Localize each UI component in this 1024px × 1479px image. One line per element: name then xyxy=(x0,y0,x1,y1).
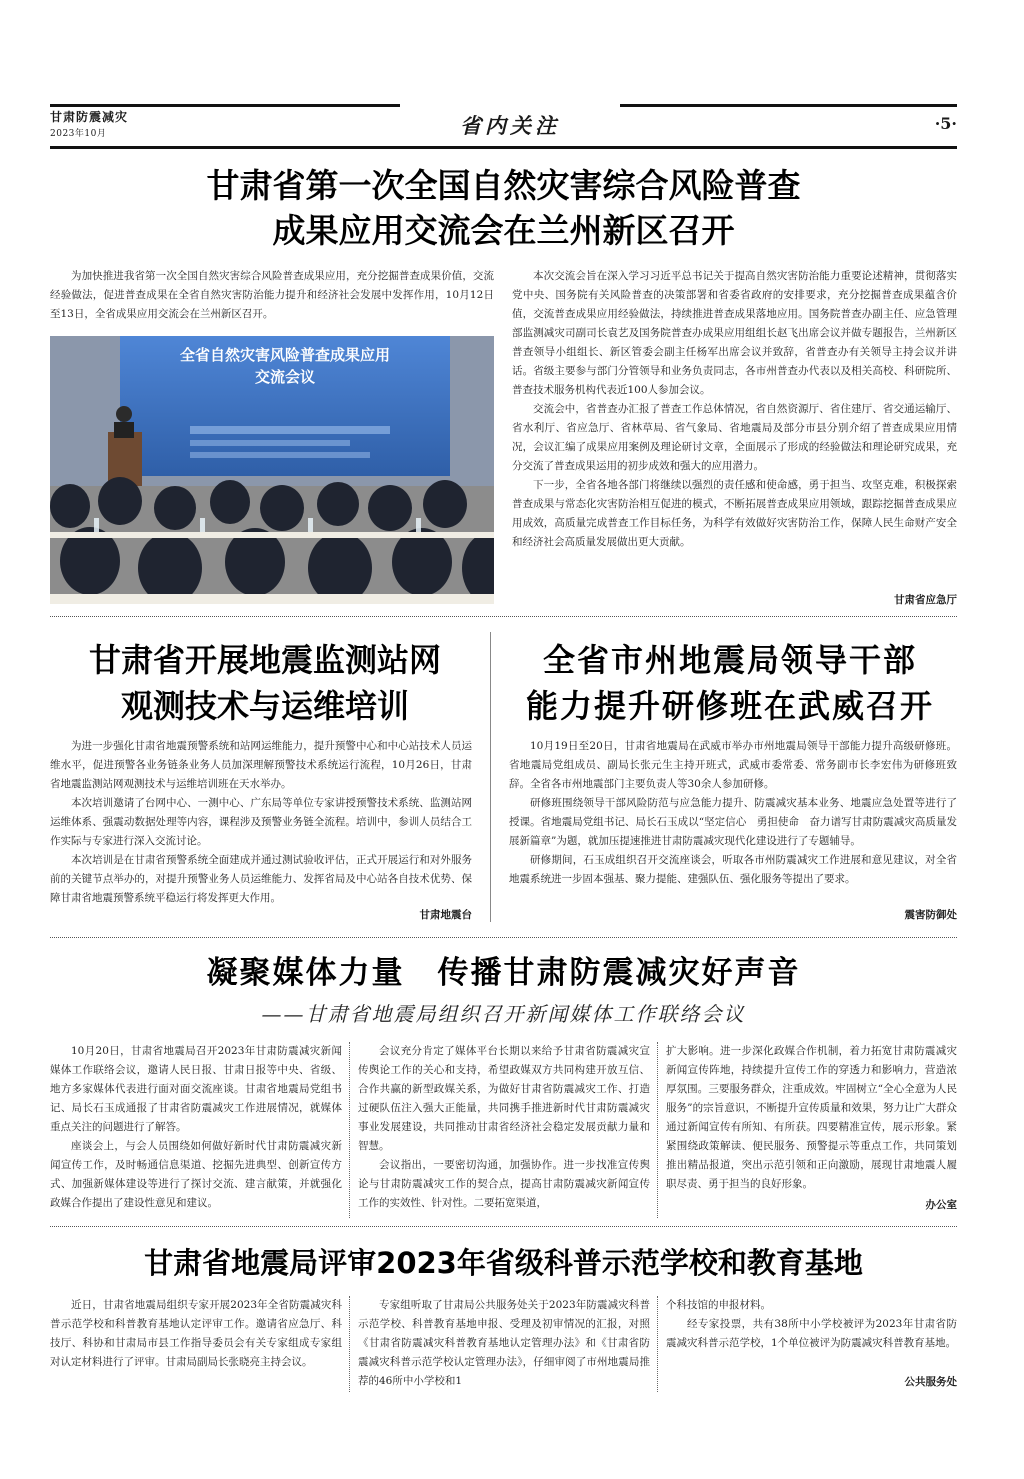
article2-paragraph: 本次培训是在甘肃省预警系统全面建成并通过测试验收评估，正式开展运行和对外服务前的关键节点举办的，对提升预警业务人员运维能力、发挥省局及中心站各自技术优势、保障甘肃省地震预警系统平稳运行将发挥更大作用。 xyxy=(50,854,472,904)
article3-source: 震害防御处 xyxy=(904,909,957,921)
section-divider xyxy=(50,937,957,938)
photo-banner-line2: 交流会议 xyxy=(254,368,315,386)
article1-intro xyxy=(50,267,494,324)
article1-intro-text: 为加快推进我省第一次全国自然灾害综合风险普查成果应用，充分挖掘普查成果价值，交流经验做法，促进普查成果在全省自然灾害防治能力提升和经济社会发展中发挥作用，10月12日至13日，全省成果应用交流会在兰州新区召开。 xyxy=(50,270,494,320)
article4-paragraph: 扩大影响。进一步深化政媒合作机制，着力拓宽甘肃防震减灾新闻宣传阵地，持续提升宣传工作的穿透力和影响力，营造浓厚氛围。三要服务群众，注重成效。牢固树立“全心全意为人民服务”的宗旨意识，不断提升宣传质量和效果，努力让广大群众通过新闻宣传有所知、有所获。四要精准宣传，展示形象。紧紧围绕政策解读、便民服务、预警提示等重点工作，共同策划推出精品报道，突出示范引领和正向激励，展现甘肃地震人履职尽责、勇于担当的良好形象。 xyxy=(666,1045,957,1190)
article4-paragraph: 10月20日，甘肃省地震局召开2023年甘肃防震减灾新闻媒体工作联络会议，邀请人民日报、甘肃日报等中央、省级、地方多家媒体代表进行面对面交流座谈。甘肃省地震局党组书记、局长石玉成通报了甘肃省防震减灾工作进展情况，就媒体重点关注的问题进行了解答。 xyxy=(50,1045,342,1133)
article5-source: 公共服务处 xyxy=(904,1376,957,1388)
masthead-bottom-rule xyxy=(50,146,957,149)
article2-body xyxy=(50,737,472,908)
article1-title-line2: 成果应用交流会在兰州新区召开 xyxy=(272,211,735,250)
article3-body xyxy=(509,737,957,889)
column-rule xyxy=(349,1042,350,1218)
column-rule xyxy=(657,1042,658,1218)
photo-banner-line1: 全省自然灾害风险普查成果应用 xyxy=(179,346,390,364)
article2-source: 甘肃地震台 xyxy=(419,909,472,921)
masthead-rule-right xyxy=(620,104,957,107)
article2-title-line1: 甘肃省开展地震监测站网 xyxy=(88,641,441,679)
article3-headline xyxy=(503,637,957,729)
article3-title-line2: 能力提升研修班在武威召开 xyxy=(525,687,934,725)
article5-paragraph: 专家组听取了甘肃局公共服务处关于2023年防震减灾科普示范学校、科普教育基地申报、受理及初审情况的汇报，对照《甘肃省防震减灾科普教育基地认定管理办法》和《甘肃省防震减灾科普示范学校认定管理办法》，仔细审阅了市州地震局推荐的46所中小学校和1 xyxy=(358,1299,650,1387)
article5-paragraph: 近日，甘肃省地震局组织专家开展2023年全省防震减灾科普示范学校和科普教育基地认定评审工作。邀请省应急厅、科技厅、科协和甘肃局市县工作指导委员会有关专家组成专家组对认定材料进行了评审。甘肃局副局长张晓亮主持会议。 xyxy=(50,1299,342,1368)
article5-col1 xyxy=(50,1296,342,1372)
article1-paragraph: 交流会中，省普查办汇报了普查工作总体情况，省自然资源厅、省住建厅、省交通运输厅、省水利厅、省应急厅、省林草局、省气象局、省地震局及部分市县分别介绍了普查成果应用情况，会议汇编了成果应用案例及理论研讨文章，全面展示了形成的经验做法和理论研究成果，充分交流了普查成果运用的初步成效和强大的应用潜力。 xyxy=(512,403,957,472)
article1-body xyxy=(512,267,957,552)
article4-col1 xyxy=(50,1042,342,1213)
article4-source: 办公室 xyxy=(925,1199,957,1211)
article5-paragraph: 经专家投票，共有38所中小学校被评为2023年甘肃省防震减灾科普示范学校，1个单位被评为防震减灾科普教育基地。 xyxy=(666,1318,957,1349)
article4-paragraph: 座谈会上，与会人员围绕如何做好新时代甘肃防震减灾新闻宣传工作，及时畅通信息渠道、挖掘先进典型、创新宣传方式、加强新媒体建设等进行了探讨交流、建言献策，并就强化政媒合作提出了建设性意见和建议。 xyxy=(50,1140,342,1209)
article1-photo xyxy=(50,336,494,604)
paper-name: 甘肃防震减灾 xyxy=(50,110,129,124)
article1-paragraph: 本次交流会旨在深入学习习近平总书记关于提高自然灾害防治能力重要论述精神，贯彻落实党中央、国务院有关风险普查的决策部署和省委省政府的安排要求，充分挖掘普查成果蕴含价值，交流普查成果应用经验做法，持续推进普查成果落地应用。国务院普查办副主任、应急管理部监测减灾司副司长袁艺及国务院普查办成果应用组组长赵飞出席会议并做专题报告，兰州新区普查领导小组组长、新区管委会副主任杨军出席会议并致辞，省普查办有关领导主持会议并讲话。省级主要参与部门分管领导和业务负责同志，各市州普查办代表以及相关高校、科研院所、普查技术服务机构代表近100人参加会议。 xyxy=(512,270,957,396)
article1-paragraph: 下一步，全省各地各部门将继续以强烈的责任感和使命感，勇于担当、攻坚克难，积极探索普查成果与常态化灾害防治相互促进的模式，不断拓展普查成果应用领域，跟踪挖掘普查成果应用成效，高质量完成普查工作目标任务，为科学有效做好灾害防治工作，保障人民生命财产安全和经济社会高质量发展做出更大贡献。 xyxy=(512,479,957,548)
article4-subtitle: ——甘肃省地震局组织召开新闻媒体工作联络会议 xyxy=(261,1002,746,1026)
issue-date: 2023年10月 xyxy=(50,129,107,139)
article2-paragraph: 本次培训邀请了台网中心、一测中心、广东局等单位专家讲授预警技术系统、监测站网运维体系、强震动数据处理等内容，课程涉及预警业务链全流程。培训中，参训人员结合工作实际与专家进行深入交流讨论。 xyxy=(50,797,472,847)
article5-col3 xyxy=(666,1296,957,1353)
article5-col2 xyxy=(358,1296,650,1391)
article4-col3 xyxy=(666,1042,957,1194)
article1-title-line1: 甘肃省第一次全国自然灾害综合风险普查 xyxy=(206,166,801,205)
masthead-paper-block xyxy=(50,106,400,146)
page-number: ·5· xyxy=(934,114,957,133)
article2-headline xyxy=(50,637,480,729)
article3-paragraph: 10月19日至20日，甘肃省地震局在武威市举办市州地震局领导干部能力提升高级研修班。省地震局党组成员、副局长张元生主持开班式，武威市委常委、常务副市长李宏伟为研修班致辞。全省各市州地震部门主要负责人等30余人参加研修。 xyxy=(509,740,957,790)
column-rule xyxy=(657,1296,658,1392)
article2-title-line2: 观测技术与运维培训 xyxy=(120,687,409,725)
article1-headline xyxy=(50,163,957,253)
article3-paragraph: 研修期间，石玉成组织召开交流座谈会，听取各市州防震减灾工作进展和意见建议，对全省地震系统进一步固本强基、聚力提能、建强队伍、强化服务等提出了要求。 xyxy=(509,854,957,885)
article4-paragraph: 会议指出，一要密切沟通，加强协作。进一步找准宣传舆论与甘肃防震减灾工作的契合点，提高甘肃防震减灾新闻宣传工作的实效性、针对性。二要拓宽渠道， xyxy=(358,1159,650,1209)
section-divider xyxy=(50,616,957,617)
column-rule xyxy=(490,632,491,922)
article5-paragraph: 个科技馆的申报材料。 xyxy=(666,1299,771,1311)
column-rule xyxy=(349,1296,350,1392)
section-title: 省内关注 xyxy=(460,113,560,138)
article3-paragraph: 研修班围绕领导干部风险防范与应急能力提升、防震减灾基本业务、地震应急处置等进行了授课。省地震局党组书记、局长石玉成以“坚定信心 勇担使命 奋力谱写甘肃防震减灾高质量发展新篇章”为题，就加压提速推进甘肃防震减灾现代化建设进行了专题辅导。 xyxy=(509,797,957,847)
article4-col2 xyxy=(358,1042,650,1213)
article3-title-line1: 全省市州地震局领导干部 xyxy=(542,641,917,679)
section-divider xyxy=(50,1226,957,1227)
article5-title: 甘肃省地震局评审2023年省级科普示范学校和教育基地 xyxy=(144,1246,863,1280)
article1-source: 甘肃省应急厅 xyxy=(894,594,957,606)
article4-title: 凝聚媒体力量 传播甘肃防震减灾好声音 xyxy=(206,955,801,991)
article4-paragraph: 会议充分肯定了媒体平台长期以来给予甘肃省防震减灾宣传舆论工作的关心和支持，希望政媒双方共同构建开放互信、合作共赢的新型政媒关系，为做好甘肃省防震减灾工作、打造过硬队伍注入强大正能量，共同携手推进新时代甘肃防震减灾事业发展建设，共同推动甘肃省经济社会稳定发展贡献力量和智慧。 xyxy=(358,1045,650,1152)
article2-paragraph: 为进一步强化甘肃省地震预警系统和站网运维能力，提升预警中心和中心站技术人员运维水平，促进预警各业务链条业务人员加深理解预警技术系统运行流程，10月26日，甘肃省地震监测站网观测技术与运维培训班在天水举办。 xyxy=(50,740,472,790)
photo-banner-text xyxy=(130,344,440,388)
